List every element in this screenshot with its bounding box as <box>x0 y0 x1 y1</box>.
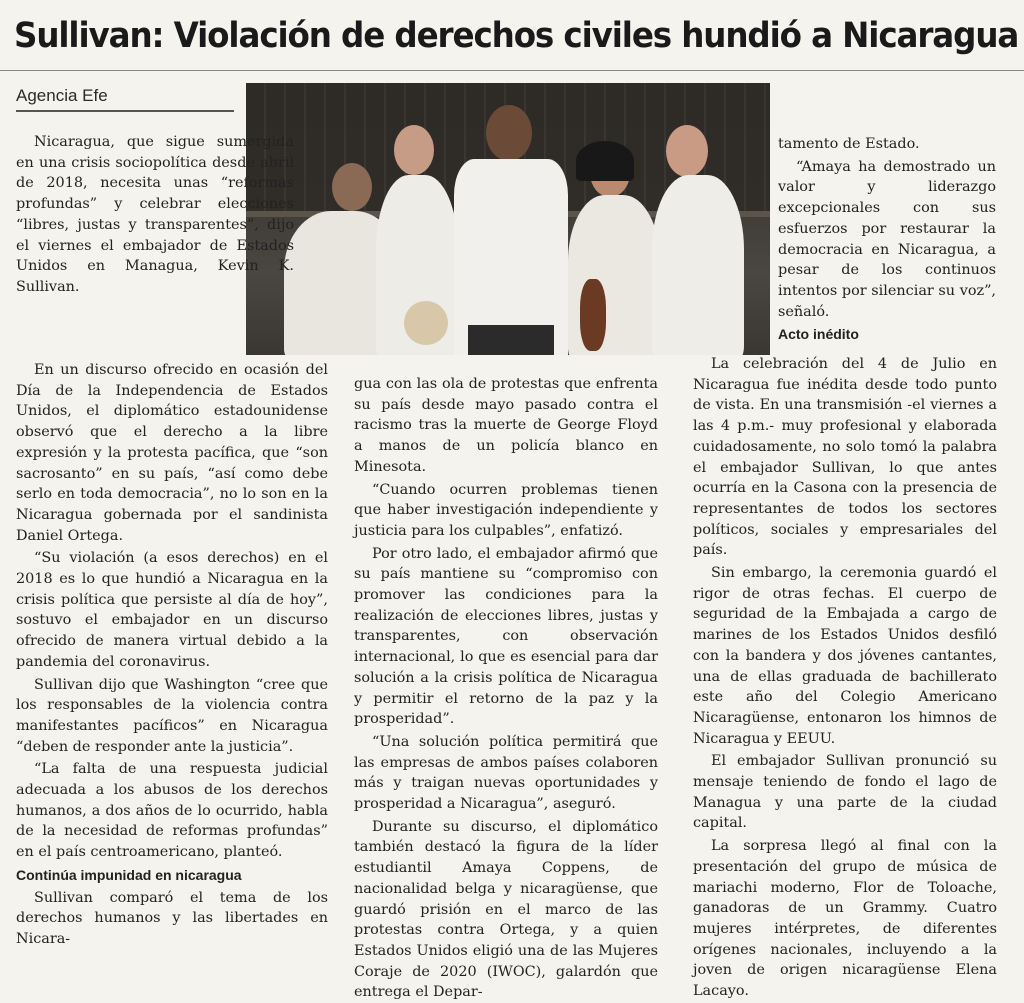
paragraph: “Cuando ocurren problemas tienen que haber investigación independiente y justicia para los culpables”, enfatizó. <box>354 481 658 539</box>
person-5 <box>666 125 708 177</box>
person-3 <box>486 105 532 161</box>
paragraph: tamento de Estado. <box>778 136 920 152</box>
paragraph: En un discurso ofrecido en ocasión del Día de la Independencia de Estados Unidos, el diplomático estadounidense observó que el derecho a la libre expresión y la protesta pacífica, que “son sacrosanto” en su país, “así como debe serlo en toda democracia”, no lo son en la Nicaragua gobernada por el sandinista Daniel Ortega. <box>16 362 328 544</box>
paragraph: “Amaya ha demostrado un valor y liderazgo excepcionales con sus esfuerzos por restaurar la democracia en Nicaragua, a pesar de los continuos intentos por silenciar su voz”, señaló. <box>778 158 996 320</box>
column-1 <box>16 360 328 950</box>
subheading: Continúa impunidad en nicaragua <box>16 866 242 883</box>
person-5-dress <box>652 175 744 355</box>
violin-icon <box>580 279 606 351</box>
column-3 <box>693 354 997 1002</box>
byline-divider <box>16 110 234 112</box>
person-2 <box>394 125 434 175</box>
column-2 <box>354 374 658 1003</box>
column-3-top <box>778 134 996 345</box>
column-1-top <box>16 132 294 298</box>
person-1 <box>332 163 372 211</box>
paragraph: “La falta de una respuesta judicial adecuada a los abusos de los derechos humanos, a dos años de lo ocurrido, habla de la necesidad de reformas profundas” en el país centroamericano, planteó. <box>16 761 328 861</box>
paragraph: Sin embargo, la ceremonia guardó el rigor de otras fechas. El cuerpo de seguridad de la Embajada a cargo de marines de los Estados Unidos desfiló con la bandera y dos jóvenes cantantes, una de ellas graduada de bachillerato este año del Colegio Americano Nicaragüense, entonaron los himnos de Nicaragua y EEUU. <box>693 565 997 747</box>
person-4-hair <box>576 141 634 181</box>
paragraph: Por otro lado, el embajador afirmó que su país mantiene su “compromiso con promover las condiciones para la realización de elecciones libres, justas y transparentes, con observación internacional, lo que es esencial para dar solución a la crisis política de Nicaragua y permitir el retorno de la paz y la prosperidad”. <box>354 545 658 728</box>
paragraph: Durante su discurso, el diplomático también destacó la figura de la líder estudiantil Amaya Coppens, de nacionalidad belga y nicaragüense, que guardó prisión en el marco de las protestas contra Ortega, y a quien Estados Unidos eligió una de las Mujeres Coraje de 2020 (IWOC), galardón que entrega el Depar- <box>354 818 658 1001</box>
subheading: Acto inédito <box>778 326 859 343</box>
paragraph: Sullivan dijo que Washington “cree que los responsables de la violencia contra manifestantes pacíficos” en Nicaragua “deben de responder ante la justicia”. <box>16 676 328 755</box>
paragraph: Nicaragua, que sigue sumergida en una crisis sociopolítica desde abril de 2018, necesita unas “reformas profundas” y celebrar elecciones “libres, justas y transparentes”, dijo el viernes el embajador de Estados Unidos en Managua, Kevin K. Sullivan. <box>16 134 294 295</box>
headline: Sullivan: Violación de derechos civiles hundió a Nicaragua <box>14 16 1019 56</box>
person-3-pants <box>468 325 554 355</box>
headline-divider <box>0 70 1024 71</box>
paragraph: “Su violación (a esos derechos) en el 2018 es lo que hundió a Nicaragua en la crisis política que persiste al día de hoy”, sostuvo el embajador en un discurso ofrecido de manera virtual debido a la pandemia del coronavirus. <box>16 550 328 670</box>
paragraph: gua con las ola de protestas que enfrenta su país desde mayo pasado contra el racismo tras la muerte de George Floyd a manos de un policía blanco en Minesota. <box>354 376 658 475</box>
byline: Agencia Efe <box>16 86 108 105</box>
article-photo <box>246 83 770 355</box>
paragraph: La sorpresa llegó al final con la presentación del grupo de música de mariachi moderno, Flor de Toloache, ganadoras de un Grammy. Cuatro mujeres intérpretes, de diferentes orígenes nacionales, incluyendo a la joven de origen nicaragüense Elena Lacayo. <box>693 838 997 1000</box>
paragraph: La celebración del 4 de Julio en Nicaragua fue inédita desde todo punto de vista. En una transmisión -el viernes a las 4 p.m.- muy profesional y elaborada cuidadosamente, no solo tomó la palabra el embajador Sullivan, lo que antes ocurría en la Casona con la presencia de representantes de todos los sectores políticos, sociales y empresariales del país. <box>693 356 997 559</box>
paragraph: El embajador Sullivan pronunció su mensaje teniendo de fondo el lago de Managua y una parte de la ciudad capital. <box>693 753 997 832</box>
paragraph: Sullivan comparó el tema de los derechos humanos y las libertades en Nicara- <box>16 889 328 947</box>
paragraph: “Una solución política permitirá que las empresas de ambos países colaboren más y traigan nuevas oportunidades y prosperidad a Nicaragua”, aseguró. <box>354 733 658 813</box>
guitar-icon <box>404 301 448 345</box>
